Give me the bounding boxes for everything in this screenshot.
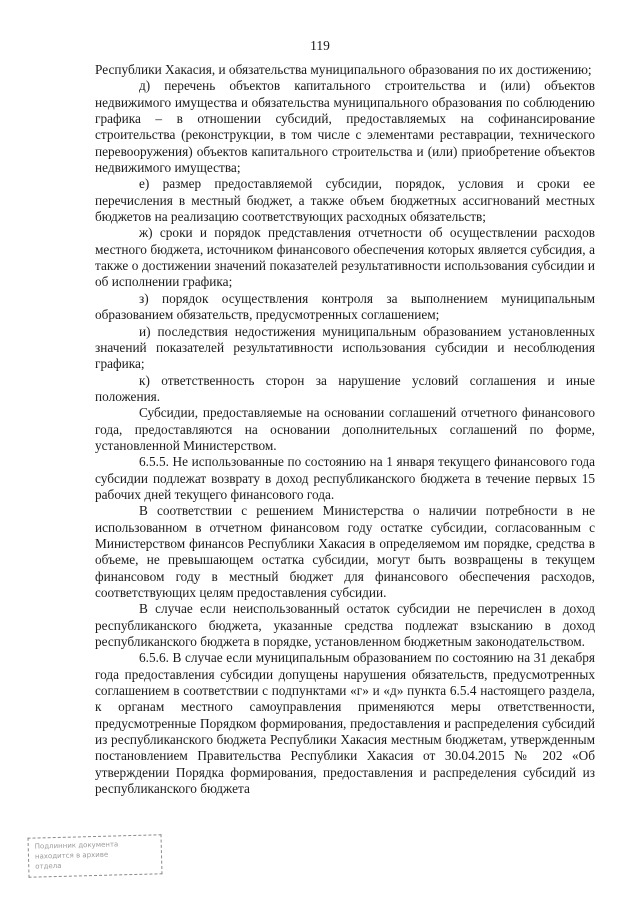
- paragraph-6-5-5: 6.5.5. Не использованные по состоянию на 1 января текущего финансового года субсидии подлежат возврату в доход республиканского бюджета в течение первых 15 рабочих дней текущего финансового года.: [95, 454, 595, 502]
- paragraph-item-d: д) перечень объектов капитального строительства и (или) объектов недвижимого имущества и обязательства муниципального образования по соблюдению графика – в отношении субсидий, предоставляемых на софинансирование строительства (реконструкции, в том числе с элементами реставрации, технического перевооружения) объектов капитального строительства и (или) приобретение объектов недвижимого имущества;: [95, 78, 595, 176]
- document-body: [95, 62, 595, 797]
- paragraph-6-5-6: 6.5.6. В случае если муниципальным образованием по состоянию на 31 декабря года предоставления субсидии допущены нарушения обязательств, предусмотренных соглашением в соответствии с подпунктами «г» и «д» пункта 6.5.4 настоящего раздела, к органам местного самоуправления применяются меры ответственности, предусмотренные Порядком формирования, предоставления и распределения субсидий из республиканского бюджета Республики Хакасия местным бюджетам, утвержденным постановлением Правительства Республики Хакасия от 30.04.2015 № 202 «Об утверждении Порядка формирования, предоставления и распределения субсидий из республиканского бюджета: [95, 650, 595, 797]
- paragraph-item-zh: ж) сроки и порядок представления отчетности об осуществлении расходов местного бюджета, источником финансового обеспечения которых является субсидия, а также о достижении значений показателей результативности использования субсидии и об исполнении графика;: [95, 225, 595, 290]
- paragraph-ministry-decision: В соответствии с решением Министерства о наличии потребности в не использованном в отчетном финансовом году остатке субсидии, согласованным с Министерством финансов Республики Хакасия в определяемом им порядке, средства в объеме, не превышающем остатка субсидии, могут быть возвращены в текущем финансовом году в местный бюджет для финансового обеспечения расходов, соответствующих целям предоставления субсидии.: [95, 503, 595, 600]
- page-number: 119: [310, 38, 330, 53]
- archive-stamp: [27, 834, 162, 877]
- paragraph-item-e: е) размер предоставляемой субсидии, порядок, условия и сроки ее перечисления в местный бюджет, а также объем бюджетных ассигнований местных бюджетов на реализацию соответствующих расходных обязательств;: [95, 176, 595, 225]
- paragraph-item-z: з) порядок осуществления контроля за выполнением муниципальным образованием обязательств, предусмотренных соглашением;: [95, 290, 595, 323]
- paragraph-continuation: Республики Хакасия, и обязательства муниципального образования по их достижению;: [95, 62, 592, 77]
- paragraph-unused-balance: В случае если неиспользованный остаток субсидии не перечислен в доход республиканского бюджета, указанные средства подлежат взысканию в доход республиканского бюджета в порядке, установленном бюджетным законодательством.: [95, 601, 595, 650]
- stamp-line: Подлинник документа: [34, 840, 119, 851]
- stamp-line: отдела: [35, 861, 62, 871]
- paragraph-item-i: и) последствия недостижения муниципальным образованием установленных значений показателей результативности использования субсидии и несоблюдения графика;: [95, 323, 595, 372]
- paragraph-item-k: к) ответственность сторон за нарушение условий соглашения и иные положения.: [95, 372, 595, 404]
- stamp-line: находится в архиве: [34, 850, 109, 861]
- paragraph-subsidies-note: Субсидии, предоставляемые на основании соглашений отчетного финансового года, предоставляются на основании дополнительных соглашений по форме, установленной Министерством.: [95, 405, 595, 453]
